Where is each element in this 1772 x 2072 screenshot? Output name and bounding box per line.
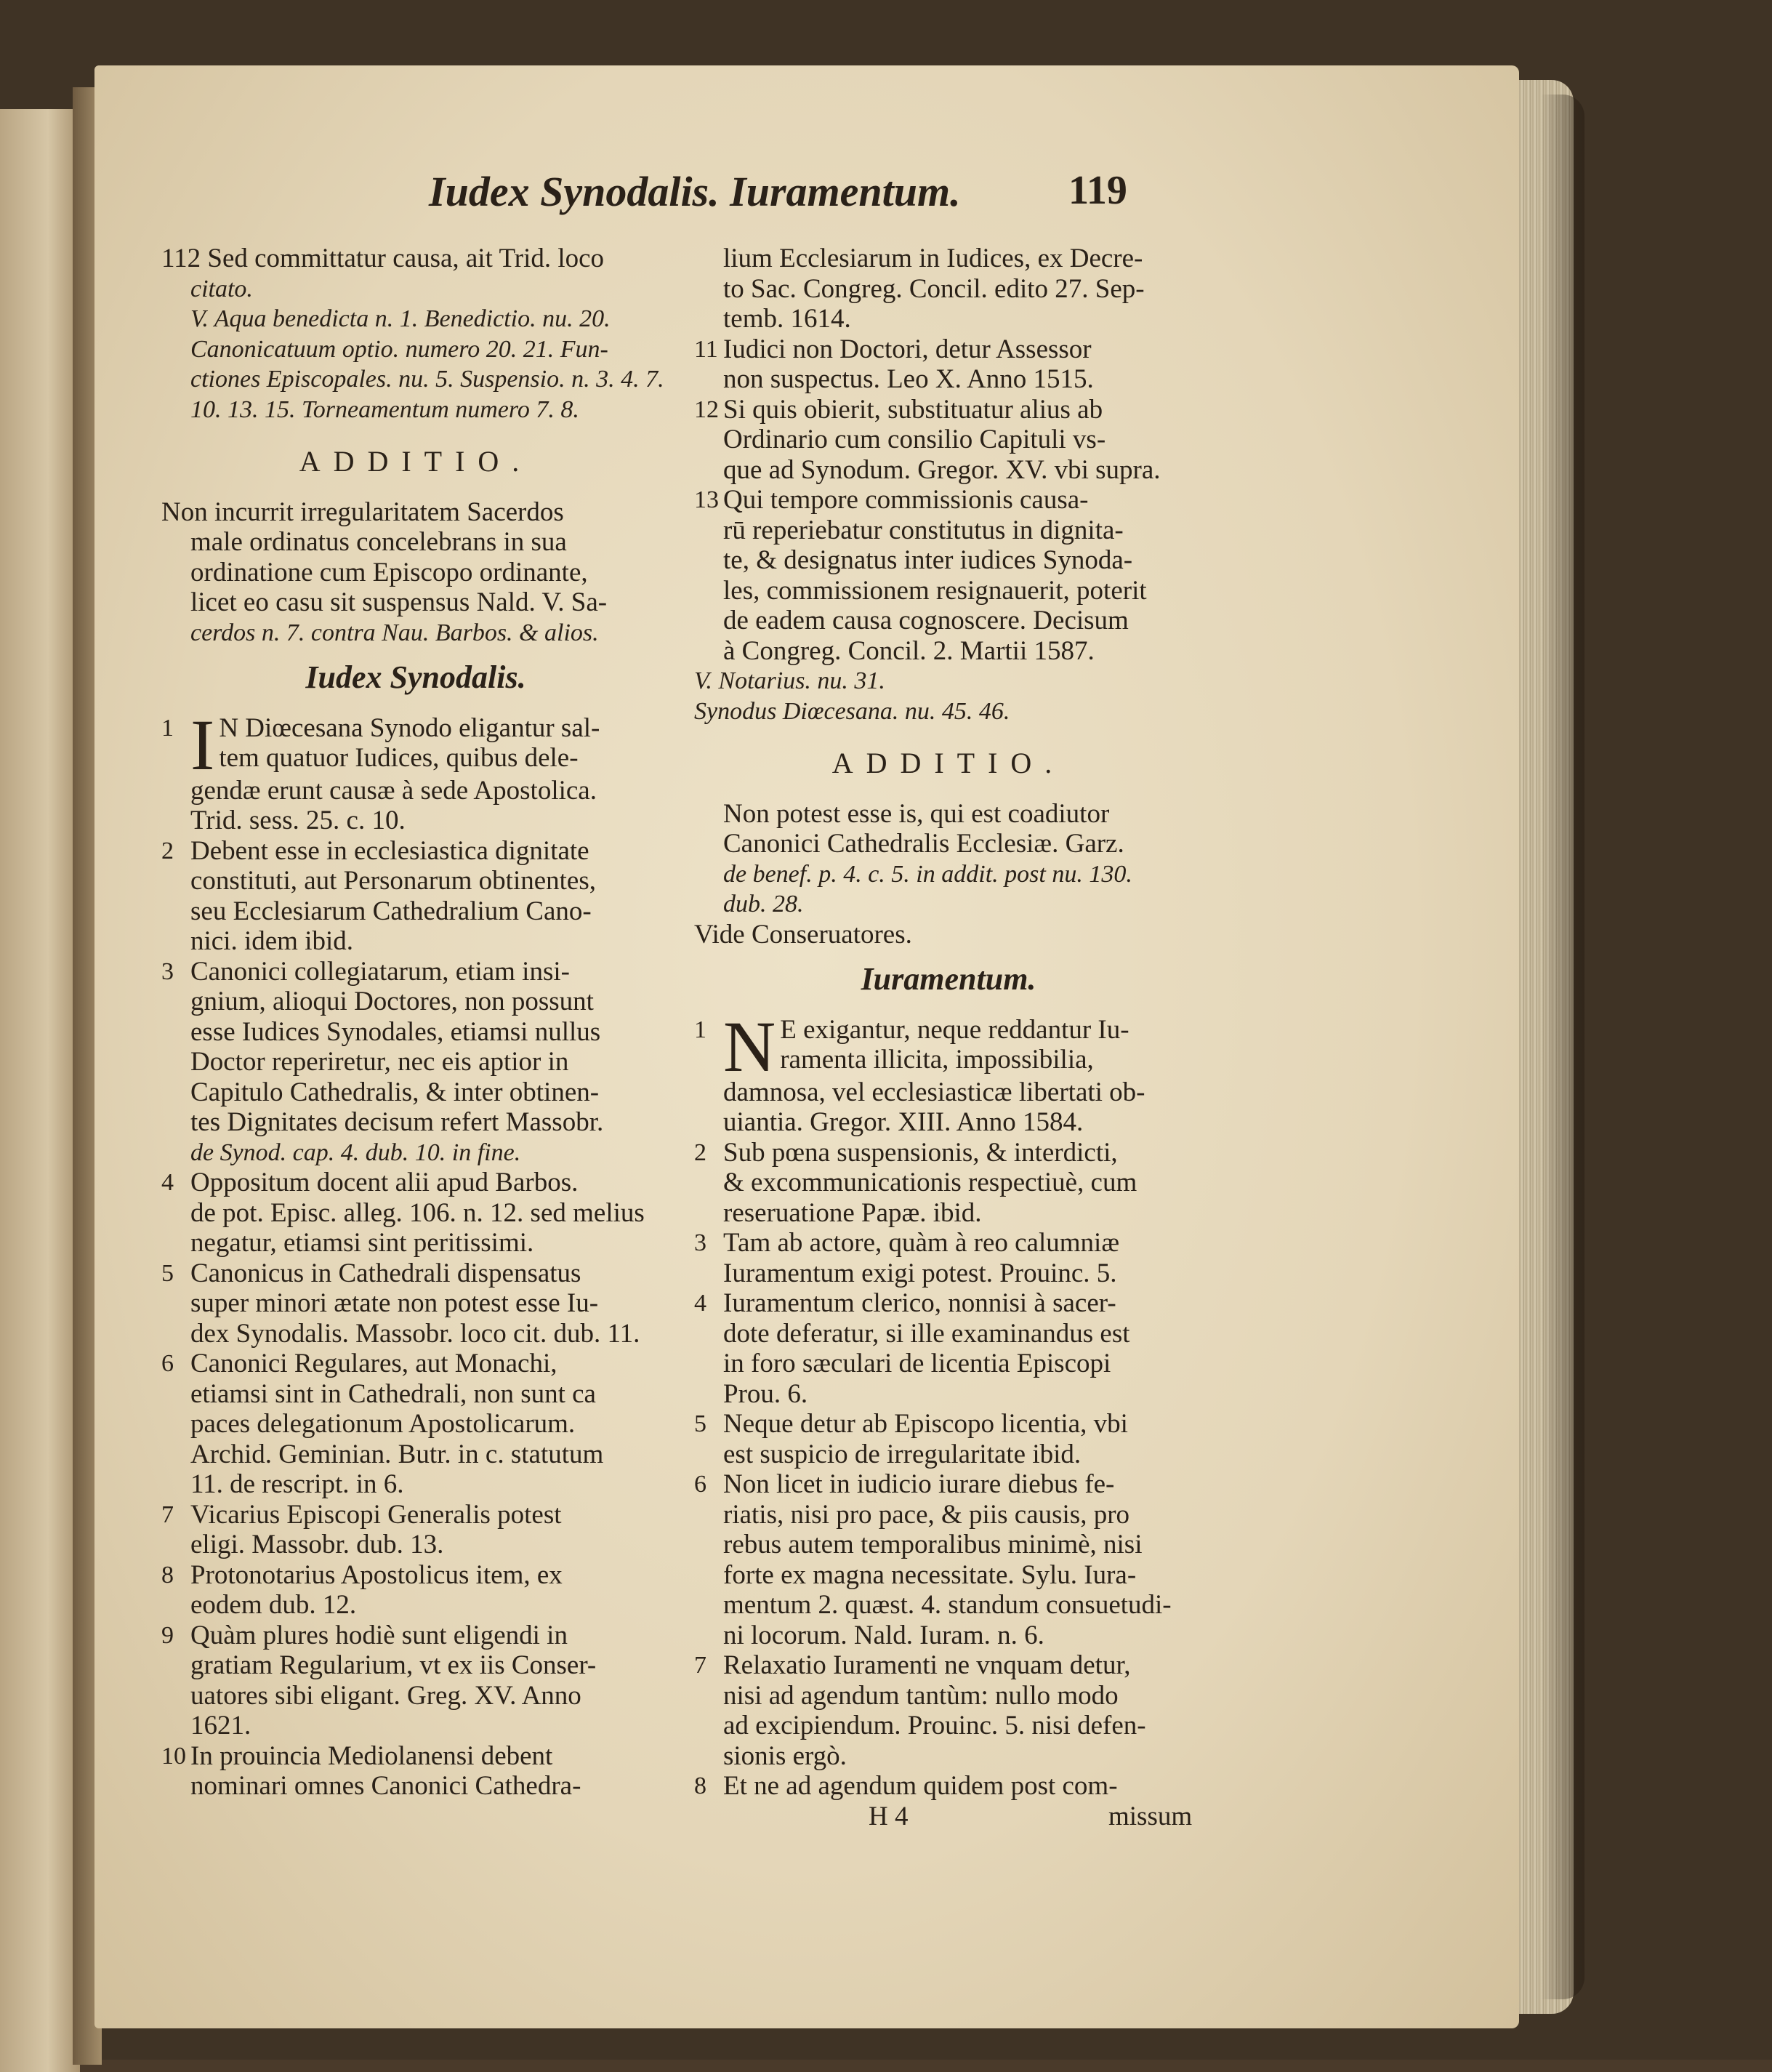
text-line: Sub pœna suspensionis, & interdicti, <box>723 1137 1118 1168</box>
text-line: nominari omnes Canonici Cathedra- <box>190 1771 581 1801</box>
page-stack-shadow <box>1541 95 1584 1999</box>
text-line: Non incurrit irregularitatem Sacerdos <box>161 497 564 527</box>
text-line: ni locorum. Nald. Iuram. n. 6. <box>723 1620 1044 1650</box>
vide-reference: Vide Conseruatores. <box>694 919 912 949</box>
text-line: male ordinatus concelebrans in sua <box>190 527 567 557</box>
running-head: Iudex Synodalis. Iuramentum. <box>429 168 961 215</box>
text-line: ordinatione cum Episcopo ordinante, <box>190 557 588 587</box>
text-line: constituti, aut Personarum obtinentes, <box>190 866 596 896</box>
intro-block <box>161 244 670 425</box>
text-line: dote deferatur, si ille examinandus est <box>723 1318 1130 1349</box>
entry-number: 6 <box>161 1350 174 1377</box>
text-line: Quàm plures hodiè sunt eligendi in <box>190 1620 568 1650</box>
list-item <box>161 1168 670 1258</box>
text-line: de eadem causa cognoscere. Decisum <box>723 606 1129 635</box>
entry-number: 2 <box>694 1139 706 1166</box>
text-line: que ad Synodum. Gregor. XV. vbi supra. <box>723 454 1161 485</box>
text-line: Canonici Regulares, aut Monachi, <box>190 1349 557 1378</box>
text-line: 112 Sed committatur causa, ait Trid. loco <box>161 244 605 273</box>
text-line: super minori ætate non potest esse Iu- <box>190 1288 599 1318</box>
entry-number: 5 <box>694 1410 706 1437</box>
text-line: ad excipiendum. Prouinc. 5. nisi defen- <box>723 1711 1146 1740</box>
text-line: Non licet in iudicio iurare diebus fe- <box>723 1469 1115 1499</box>
list-item <box>694 485 1203 666</box>
text-line: lium Ecclesiarum in Iudices, ex Decre- <box>723 244 1143 273</box>
text-line: Canonicatuum optio. numero 20. 21. Fun- <box>190 335 608 363</box>
entry-number: 5 <box>161 1259 174 1287</box>
text-line: Prou. 6. <box>723 1378 808 1409</box>
text-line: nisi ad agendum tantùm: nullo modo <box>723 1680 1119 1711</box>
list-item <box>694 1469 1203 1650</box>
list-item <box>694 1409 1203 1469</box>
text-line: E exigantur, neque reddantur Iu- <box>780 1014 1129 1045</box>
text-line: Archid. Geminian. Butr. in c. statutum <box>190 1439 604 1469</box>
text-line: reseruatione Papæ. ibid. <box>723 1197 982 1228</box>
text-line: to Sac. Congreg. Concil. edito 27. Sep- <box>723 273 1145 304</box>
list-item <box>161 957 670 1168</box>
cross-reference: V. Notarius. nu. 31. <box>694 667 885 694</box>
list-item <box>694 1650 1203 1771</box>
list-item <box>694 1228 1203 1288</box>
list-item <box>161 1560 670 1621</box>
entry-number: 3 <box>161 957 174 985</box>
text-line: Ordinario cum consilio Capituli vs- <box>723 425 1106 454</box>
entry-number: 9 <box>161 1621 174 1649</box>
text-line: Neque detur ab Episcopo licentia, vbi <box>723 1409 1128 1439</box>
text-line: tem quatuor Iudices, quibus dele- <box>219 743 579 773</box>
additio-heading: ADDITIO. <box>831 747 1066 779</box>
entry-number: 10 <box>161 1742 186 1770</box>
entry-number: 1 <box>694 1016 706 1043</box>
continuation-block <box>694 244 1203 334</box>
text-line: nici. idem ibid. <box>190 926 354 956</box>
text-line: damnosa, vel ecclesiasticæ libertati ob- <box>723 1077 1145 1107</box>
text-line: dub. 28. <box>723 891 804 917</box>
list-item <box>161 1258 670 1349</box>
text-line: licet eo casu sit suspensus Nald. V. Sa- <box>190 587 608 617</box>
text-line: Canonicus in Cathedrali dispensatus <box>190 1258 581 1288</box>
page-number: 119 <box>1068 168 1127 213</box>
signature-mark: H 4 <box>869 1801 909 1831</box>
entry-number: 7 <box>161 1501 174 1528</box>
entry-number: 4 <box>694 1290 706 1317</box>
text-line: Iuramentum clerico, nonnisi à sacer- <box>723 1288 1116 1318</box>
drop-cap: I <box>190 704 215 785</box>
text-line: de pot. Episc. alleg. 106. n. 12. sed melius <box>190 1197 645 1228</box>
text-line: Oppositum docent alii apud Barbos. <box>190 1168 579 1197</box>
text-line: temb. 1614. <box>723 304 851 334</box>
text-line: Tam ab actore, quàm à reo calumniæ <box>723 1228 1119 1258</box>
text-line: de Synod. cap. 4. dub. 10. in fine. <box>190 1139 521 1166</box>
text-line: Relaxatio Iuramenti ne vnquam detur, <box>723 1650 1131 1680</box>
text-line: sionis ergò. <box>723 1740 847 1771</box>
list-item <box>694 334 1203 395</box>
text-line: Trid. sess. 25. c. 10. <box>190 806 406 835</box>
left-column <box>161 244 670 1802</box>
entry-number: 8 <box>161 1561 174 1589</box>
text-line: Si quis obierit, substituatur alius ab <box>723 394 1103 425</box>
drop-cap: N <box>723 1005 776 1087</box>
text-line: Non potest esse is, qui est coadiutor <box>723 798 1110 829</box>
list-item <box>694 395 1203 486</box>
text-line: eodem dub. 12. <box>190 1590 357 1620</box>
text-line: forte ex magna necessitate. Sylu. Iura- <box>723 1559 1137 1590</box>
entry-number: 3 <box>694 1229 706 1256</box>
text-line: 1621. <box>190 1711 251 1740</box>
section-heading-iuramentum: Iuramentum. <box>861 961 1036 997</box>
text-line: paces delegationum Apostolicarum. <box>190 1409 576 1439</box>
text-line: Canonici collegiatarum, etiam insi- <box>190 956 570 987</box>
text-line: Capitulo Cathedralis, & inter obtinen- <box>190 1077 600 1107</box>
text-line: Iuramentum exigi potest. Prouinc. 5. <box>723 1258 1117 1288</box>
text-line: 10. 13. 15. Torneamentum numero 7. 8. <box>190 395 579 423</box>
text-line: 11. de rescript. in 6. <box>190 1469 404 1499</box>
list-item <box>161 836 670 957</box>
text-line: eligi. Massobr. dub. 13. <box>190 1530 444 1559</box>
text-line: seu Ecclesiarum Cathedralium Cano- <box>190 896 592 926</box>
entry-number: 8 <box>694 1772 706 1799</box>
list-item <box>161 704 670 836</box>
text-line: ramenta illicita, impossibilia, <box>780 1045 1094 1075</box>
text-line: N Diœcesana Synodo eligantur sal- <box>219 712 600 743</box>
list-item <box>161 1349 670 1500</box>
page-footer <box>694 1802 1203 1832</box>
entry-number: 6 <box>694 1471 706 1498</box>
text-line: Debent esse in ecclesiastica dignitate <box>190 835 589 866</box>
catchword: missum <box>1108 1801 1193 1831</box>
text-line: à Congreg. Concil. 2. Martii 1587. <box>723 635 1095 666</box>
text-line: dex Synodalis. Massobr. loco cit. dub. 11. <box>190 1318 640 1349</box>
text-line: est suspicio de irregularitate ibid. <box>723 1439 1082 1469</box>
text-line: de benef. p. 4. c. 5. in addit. post nu. 130. <box>723 860 1132 888</box>
text-line: rū reperiebatur constitutus in dignita- <box>723 515 1124 545</box>
text-line: etiamsi sint in Cathedrali, non sunt ca <box>190 1378 596 1409</box>
text-line: in foro sæculari de licentia Episcopi <box>723 1349 1111 1378</box>
text-line: tes Dignitates decisum refert Massobr. <box>190 1107 604 1137</box>
right-column <box>694 244 1203 1831</box>
text-line: Iudici non Doctori, detur Assessor <box>723 334 1092 364</box>
entry-number: 7 <box>694 1652 706 1679</box>
entry-number: 1 <box>161 714 174 742</box>
text-line: Et ne ad agendum quidem post com- <box>723 1771 1118 1801</box>
text-line: mentum 2. quæst. 4. standum consuetudi- <box>723 1590 1172 1620</box>
list-item <box>694 1288 1203 1409</box>
additio-heading: ADDITIO. <box>299 445 533 478</box>
text-line: rebus autem temporalibus minimè, nisi <box>723 1530 1143 1559</box>
text-line: gnium, alioqui Doctores, non possunt <box>190 987 594 1016</box>
text-line: ctiones Episcopales. nu. 5. Suspensio. n. 3. 4. 7. <box>190 366 664 393</box>
entry-number: 4 <box>161 1169 174 1196</box>
list-item <box>161 1621 670 1741</box>
text-line: & excommunicationis respectiuè, cum <box>723 1168 1137 1197</box>
entry-number: 2 <box>161 837 174 864</box>
entry-number: 12 <box>694 395 719 423</box>
list-item <box>694 1005 1203 1138</box>
text-line: citato. <box>190 275 253 302</box>
section-heading-iudex: Iudex Synodalis. <box>305 659 526 695</box>
text-line: Canonici Cathedralis Ecclesiæ. Garz. <box>723 829 1124 859</box>
text-line: Doctor reperiretur, nec eis aptior in <box>190 1047 569 1077</box>
entry-number: 13 <box>694 486 719 513</box>
text-line: non suspectus. Leo X. Anno 1515. <box>723 364 1094 394</box>
list-item <box>161 1741 670 1802</box>
text-line: Protonotarius Apostolicus item, ex <box>190 1559 563 1590</box>
text-line: gendæ erunt causæ à sede Apostolica. <box>190 775 597 806</box>
text-line: negatur, etiamsi sint peritissimi. <box>190 1228 534 1258</box>
list-item <box>694 1771 1203 1802</box>
list-item <box>694 1138 1203 1229</box>
list-item <box>161 1500 670 1560</box>
left-page-edge <box>0 109 80 2072</box>
text-line: uatores sibi eligant. Greg. XV. Anno <box>190 1680 581 1711</box>
text-line: Vicarius Episcopi Generalis potest <box>190 1499 562 1530</box>
text-line: riatis, nisi pro pace, & piis causis, pro <box>723 1499 1130 1530</box>
text-line: Qui tempore commissionis causa- <box>723 485 1089 515</box>
text-line: In prouincia Mediolanensi debent <box>190 1740 553 1771</box>
text-line: les, commissionem resignauerit, poterit <box>723 575 1147 606</box>
text-line: gratiam Regularium, vt ex iis Conser- <box>190 1650 597 1680</box>
text-line: esse Iudices Synodales, etiamsi nullus <box>190 1016 601 1047</box>
text-line: te, & designatus inter iudices Synoda- <box>723 545 1133 575</box>
text-line: cerdos n. 7. contra Nau. Barbos. & alios. <box>190 619 599 646</box>
cross-reference: Synodus Diœcesana. nu. 45. 46. <box>694 697 1010 725</box>
entry-number: 11 <box>694 335 718 363</box>
additio-block <box>161 497 670 648</box>
text-line: V. Aqua benedicta n. 1. Benedictio. nu. 20. <box>190 305 611 332</box>
additio-block <box>694 799 1203 920</box>
text-line: uiantia. Gregor. XIII. Anno 1584. <box>723 1107 1084 1137</box>
